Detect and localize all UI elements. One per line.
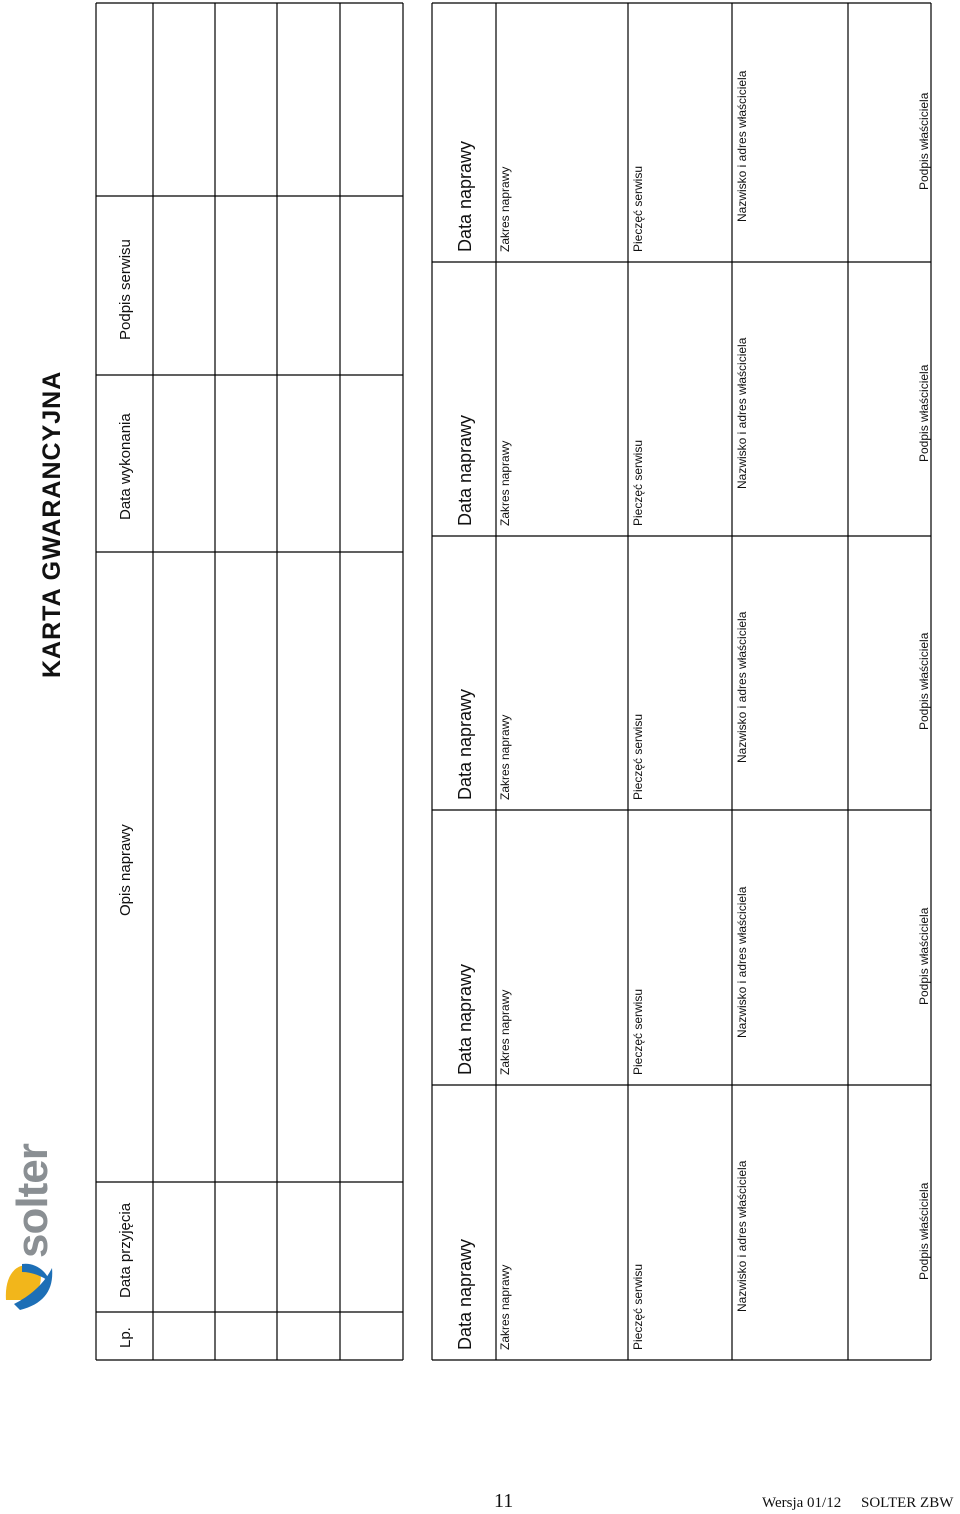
block-3-scope-label: Zakres naprawy [498,714,512,800]
header-opis-naprawy: Opis naprawy [117,824,134,916]
page-title: KARTA GWARANCYJNA [38,370,66,678]
block-3-stamp-label: Pieczęć serwisu [631,713,645,800]
block-5-signature: Podpis właściciela [917,92,931,190]
block-2-stamp-label: Pieczęć serwisu [631,988,645,1075]
block-2-owner-label: Nazwisko i adres właściciela [735,886,749,1038]
brand-text: SOLTER ZBW [861,1495,954,1511]
header-lp: Lp. [117,1327,134,1348]
block-5-stamp-label: Pieczęć serwisu [631,165,645,252]
block-4-signature: Podpis właściciela [917,364,931,462]
block-2-signature: Podpis właściciela [917,907,931,1005]
header-data-wykonania: Data wykonania [117,413,134,520]
block-4-scope-label: Zakres naprawy [498,440,512,526]
page-number: 11 [494,1490,514,1512]
header-podpis-serwisu: Podpis serwisu [117,239,134,340]
block-2-scope-label: Zakres naprawy [498,989,512,1075]
block-3-date-label: Data naprawy [455,688,475,800]
block-1-owner-label: Nazwisko i adres właściciela [735,1160,749,1312]
block-3-signature: Podpis właściciela [917,632,931,730]
block-4-date-label: Data naprawy [455,414,475,526]
block-4-stamp-label: Pieczęć serwisu [631,439,645,526]
block-1-stamp-label: Pieczęć serwisu [631,1263,645,1350]
block-1-date-label: Data naprawy [455,1238,475,1350]
block-1-scope-label: Zakres naprawy [498,1264,512,1350]
logo-wordmark: solter [8,1144,57,1258]
version-text: Wersja 01/12 [762,1495,842,1511]
block-5-scope-label: Zakres naprawy [498,166,512,252]
header-data-przyjecia: Data przyjęcia [117,1202,134,1298]
block-1-signature: Podpis właściciela [917,1182,931,1280]
block-4-owner-label: Nazwisko i adres właściciela [735,337,749,489]
block-5-date-label: Data naprawy [455,140,475,252]
block-3-owner-label: Nazwisko i adres właściciela [735,611,749,763]
block-2-date-label: Data naprawy [455,963,475,1075]
block-5-owner-label: Nazwisko i adres właściciela [735,70,749,222]
